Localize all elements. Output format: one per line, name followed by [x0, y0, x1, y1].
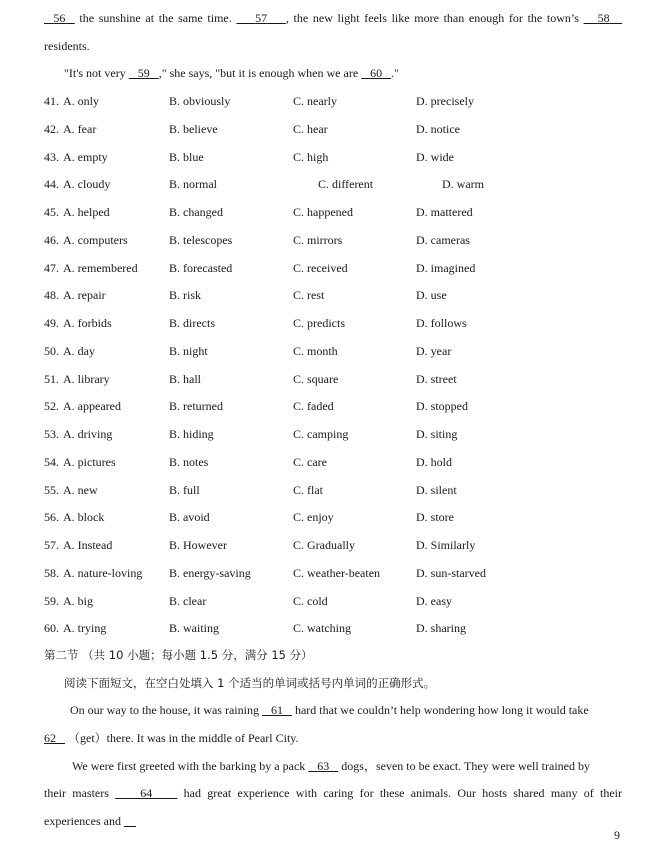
blank-64: 64: [140, 786, 153, 800]
question-row: [44, 621, 624, 635]
option-c: C. care: [293, 454, 327, 469]
question-row: [44, 150, 624, 164]
section-heading: 第二节 （共 10 小题；每小题 1.5 分，满分 15 分）: [44, 648, 313, 662]
question-number: 42.: [44, 121, 59, 136]
option-c: C. watching: [293, 621, 351, 636]
option-b: B. night: [169, 343, 208, 358]
option-d: D. siting: [416, 427, 458, 441]
passage-line-3: "It's not very 59 ," she says, "but it is enough when we are 60 .": [64, 66, 400, 80]
option-c: C. happened: [293, 205, 353, 219]
question-number: 55.: [44, 482, 59, 497]
blank-57: 57: [255, 11, 268, 25]
option-b: B. directs: [169, 316, 215, 330]
blank-65: [124, 814, 136, 828]
option-b: B. hall: [169, 371, 201, 386]
option-a: A. nature-loving: [63, 565, 143, 580]
option-b: B. full: [169, 482, 200, 497]
blank-59: 59: [137, 66, 150, 80]
option-d: D. precisely: [416, 94, 474, 108]
passage-line-1: 56 the sunshine at the same time. 57 , the new light feels like more than enough for the town’s 58: [44, 11, 622, 25]
option-a: A. repair: [63, 288, 106, 303]
question-row: [44, 177, 624, 191]
question-row: [44, 288, 624, 302]
option-b: B. obviously: [169, 94, 231, 108]
option-a: A. forbids: [63, 316, 112, 330]
question-row: [44, 205, 624, 219]
option-c: C. camping: [293, 427, 349, 441]
option-a: A. block: [63, 510, 105, 525]
option-c: C. nearly: [293, 94, 337, 108]
question-number: 44.: [44, 177, 59, 192]
blank-60: 60: [370, 66, 383, 80]
question-number: 50.: [44, 343, 59, 358]
question-number: 45.: [44, 205, 59, 219]
option-a: A. driving: [63, 427, 113, 441]
option-d: D. mattered: [416, 205, 473, 219]
option-d: D. hold: [416, 454, 452, 469]
option-b: B. However: [169, 538, 227, 552]
paragraph-1-line-1: On our way to the house, it was raining 61 hard that we couldn’t help wondering how long it would take: [70, 703, 589, 717]
question-row: [44, 399, 624, 413]
option-c: C. flat: [293, 482, 323, 497]
question-number: 46.: [44, 232, 59, 247]
question-row: [44, 316, 624, 330]
option-b: B. telescopes: [169, 232, 233, 247]
option-d: D. warm: [442, 177, 484, 192]
passage-line-2: residents.: [44, 39, 90, 53]
question-row: [44, 372, 624, 386]
question-row: [44, 233, 624, 247]
question-number: 47.: [44, 260, 59, 275]
question-number: 49.: [44, 316, 59, 330]
option-b: B. believe: [169, 121, 218, 136]
option-c: C. cold: [293, 593, 328, 608]
option-a: A. appeared: [63, 399, 121, 414]
question-number: 41.: [44, 94, 59, 108]
blank-56: 56: [53, 11, 66, 25]
question-number: 60.: [44, 621, 59, 636]
option-d: D. store: [416, 510, 454, 525]
option-d: D. cameras: [416, 232, 470, 247]
paragraph-2-line-3: experiences and: [44, 814, 622, 828]
option-d: D. silent: [416, 482, 457, 497]
option-a: A. trying: [63, 621, 107, 636]
option-d: D. Similarly: [416, 538, 476, 552]
option-d: D. wide: [416, 149, 454, 164]
question-row: [44, 427, 624, 441]
option-a: A. day: [63, 343, 95, 358]
question-number: 43.: [44, 149, 59, 164]
paragraph-1-line-2: 62 （get）there. It was in the middle of Pearl City.: [44, 731, 299, 745]
option-a: A. fear: [63, 121, 97, 136]
option-d: D. sharing: [416, 621, 466, 636]
question-row: [44, 510, 624, 524]
question-number: 53.: [44, 427, 59, 441]
option-d: D. follows: [416, 316, 467, 330]
option-c: C. hear: [293, 121, 328, 136]
option-b: B. forecasted: [169, 260, 233, 275]
blank-63: 63: [317, 759, 330, 773]
question-row: [44, 122, 624, 136]
blank-62: 62: [44, 731, 56, 745]
option-c: C. Gradually: [293, 538, 355, 552]
option-a: A. only: [63, 94, 99, 108]
option-a: A. helped: [63, 205, 110, 219]
question-number: 58.: [44, 565, 59, 580]
blank-61: 61: [270, 703, 283, 717]
option-c: C. rest: [293, 288, 325, 303]
section-instruction: 阅读下面短文，在空白处填入 1 个适当的单词或括号内单词的正确形式。: [64, 676, 436, 690]
option-c: C. received: [293, 260, 348, 275]
option-c: C. predicts: [293, 316, 345, 330]
paragraph-2-line-2: their masters 64 had great experience with caring for these animals. Our hosts shared many of their: [44, 786, 623, 800]
question-number: 57.: [44, 538, 59, 552]
option-b: B. changed: [169, 205, 223, 219]
option-a: A. remembered: [63, 260, 138, 275]
question-row: [44, 566, 624, 580]
option-d: D. stopped: [416, 399, 468, 414]
question-row: [44, 538, 624, 552]
question-number: 48.: [44, 288, 59, 303]
option-b: B. avoid: [169, 510, 210, 525]
question-number: 56.: [44, 510, 59, 525]
option-c: C. high: [293, 149, 329, 164]
option-d: D. imagined: [416, 260, 476, 275]
question-row: [44, 261, 624, 275]
option-a: A. new: [63, 482, 98, 497]
option-b: B. normal: [169, 177, 217, 192]
option-d: D. sun-starved: [416, 565, 486, 580]
option-c: C. enjoy: [293, 510, 334, 525]
option-b: B. blue: [169, 149, 204, 164]
option-b: B. energy-saving: [169, 565, 251, 580]
option-b: B. notes: [169, 454, 209, 469]
question-row: [44, 455, 624, 469]
option-c: C. square: [293, 371, 339, 386]
option-a: A. Instead: [63, 538, 113, 552]
option-d: D. year: [416, 343, 452, 358]
option-a: A. empty: [63, 149, 108, 164]
option-a: A. computers: [63, 232, 128, 247]
paragraph-2-line-1: We were first greeted with the barking by a pack 63 dogs，seven to be exact. They were well trained by: [72, 759, 590, 773]
blank-58: 58: [597, 11, 610, 25]
option-d: D. use: [416, 288, 447, 303]
question-number: 54.: [44, 454, 59, 469]
option-b: B. clear: [169, 593, 207, 608]
option-d: D. street: [416, 371, 457, 386]
question-number: 52.: [44, 399, 59, 414]
question-row: [44, 94, 624, 108]
option-b: B. risk: [169, 288, 202, 303]
page-number: 9: [614, 828, 620, 842]
question-number: 51.: [44, 371, 59, 386]
option-c: C. mirrors: [293, 232, 343, 247]
option-c: C. month: [293, 343, 338, 358]
option-b: B. returned: [169, 399, 223, 414]
question-row: [44, 344, 624, 358]
option-d: D. notice: [416, 121, 460, 136]
question-row: [44, 483, 624, 497]
option-a: A. big: [63, 593, 93, 608]
option-a: A. pictures: [63, 454, 116, 469]
option-c: C. weather-beaten: [293, 565, 381, 580]
question-number: 59.: [44, 593, 59, 608]
option-b: B. hiding: [169, 427, 214, 441]
option-c: C. faded: [293, 399, 334, 414]
option-a: A. library: [63, 371, 110, 386]
option-d: D. easy: [416, 593, 452, 608]
question-row: [44, 594, 624, 608]
option-a: A. cloudy: [63, 177, 111, 192]
option-b: B. waiting: [169, 621, 219, 636]
option-c: C. different: [318, 177, 374, 192]
